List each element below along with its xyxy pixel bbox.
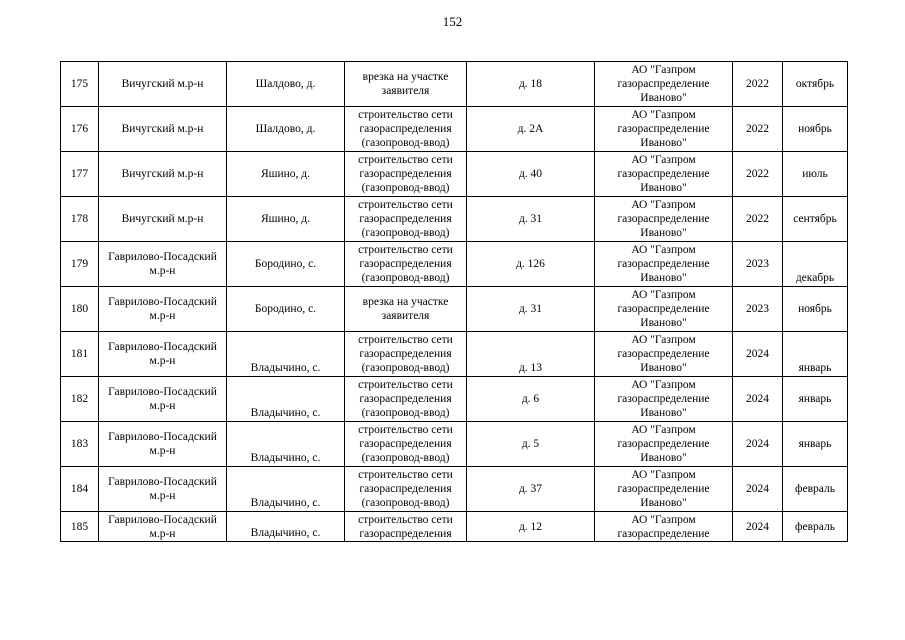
house-cell: д. 6 — [467, 377, 595, 422]
table-row — [61, 467, 848, 512]
work-type-cell: строительство сети газораспределения (газопровод-ввод) — [345, 197, 467, 242]
work-type-cell: строительство сети газораспределения (газопровод-ввод) — [345, 152, 467, 197]
row-number-cell: 180 — [61, 287, 99, 332]
table-row — [61, 152, 848, 197]
table-row — [61, 242, 848, 287]
organization-cell: АО "Газпром газораспределение Иваново" — [595, 242, 733, 287]
house-cell: д. 126 — [467, 242, 595, 287]
house-cell: д. 31 — [467, 287, 595, 332]
work-type-cell: строительство сети газораспределения (газопровод-ввод) — [345, 242, 467, 287]
organization-cell: АО "Газпром газораспределение Иваново" — [595, 62, 733, 107]
settlement-cell: Владычино, с. — [227, 467, 345, 512]
table-row — [61, 287, 848, 332]
organization-cell: АО "Газпром газораспределение Иваново" — [595, 287, 733, 332]
house-cell: д. 40 — [467, 152, 595, 197]
house-cell: д. 37 — [467, 467, 595, 512]
month-cell: октябрь — [783, 62, 848, 107]
house-cell: д. 31 — [467, 197, 595, 242]
year-cell: 2024 — [733, 512, 783, 542]
year-cell: 2022 — [733, 62, 783, 107]
house-cell: д. 2А — [467, 107, 595, 152]
row-number-cell: 184 — [61, 467, 99, 512]
row-number-cell: 176 — [61, 107, 99, 152]
month-cell: ноябрь — [783, 107, 848, 152]
district-cell: Вичугский м.р-н — [99, 152, 227, 197]
table-row — [61, 512, 848, 542]
house-cell: д. 18 — [467, 62, 595, 107]
organization-cell: АО "Газпром газораспределение Иваново" — [595, 152, 733, 197]
settlement-cell: Владычино, с. — [227, 422, 345, 467]
year-cell: 2023 — [733, 242, 783, 287]
work-type-cell: врезка на участке заявителя — [345, 62, 467, 107]
month-cell: ноябрь — [783, 287, 848, 332]
organization-cell: АО "Газпром газораспределение Иваново" — [595, 197, 733, 242]
organization-cell: АО "Газпром газораспределение Иваново" — [595, 107, 733, 152]
year-cell: 2024 — [733, 467, 783, 512]
year-cell: 2024 — [733, 422, 783, 467]
settlement-cell: Владычино, с. — [227, 512, 345, 542]
district-cell: Вичугский м.р-н — [99, 62, 227, 107]
row-number-cell: 182 — [61, 377, 99, 422]
year-cell: 2022 — [733, 197, 783, 242]
month-cell: январь — [783, 377, 848, 422]
settlement-cell: Яшино, д. — [227, 197, 345, 242]
settlement-cell: Бородино, с. — [227, 287, 345, 332]
organization-cell: АО "Газпром газораспределение Иваново" — [595, 422, 733, 467]
year-cell: 2023 — [733, 287, 783, 332]
settlement-cell: Бородино, с. — [227, 242, 345, 287]
district-cell: Гаврилово-Посадский м.р-н — [99, 332, 227, 377]
year-cell: 2024 — [733, 332, 783, 377]
table-row — [61, 422, 848, 467]
work-type-cell: врезка на участке заявителя — [345, 287, 467, 332]
district-cell: Гаврилово-Посадский м.р-н — [99, 377, 227, 422]
table-row — [61, 107, 848, 152]
organization-cell: АО "Газпром газораспределение Иваново" — [595, 377, 733, 422]
gasification-table — [60, 61, 848, 542]
district-cell: Гаврилово-Посадский м.р-н — [99, 287, 227, 332]
row-number-cell: 177 — [61, 152, 99, 197]
district-cell: Гаврилово-Посадский м.р-н — [99, 467, 227, 512]
settlement-cell: Шалдово, д. — [227, 62, 345, 107]
table-row — [61, 332, 848, 377]
table-row — [61, 377, 848, 422]
house-cell: д. 13 — [467, 332, 595, 377]
row-number-cell: 178 — [61, 197, 99, 242]
row-number-cell: 183 — [61, 422, 99, 467]
house-cell: д. 5 — [467, 422, 595, 467]
settlement-cell: Яшино, д. — [227, 152, 345, 197]
organization-cell: АО "Газпром газораспределение — [595, 512, 733, 542]
work-type-cell: строительство сети газораспределения (газопровод-ввод) — [345, 332, 467, 377]
month-cell: январь — [783, 422, 848, 467]
district-cell: Вичугский м.р-н — [99, 197, 227, 242]
district-cell: Гаврилово-Посадский м.р-н — [99, 422, 227, 467]
settlement-cell: Владычино, с. — [227, 332, 345, 377]
table-row — [61, 197, 848, 242]
row-number-cell: 179 — [61, 242, 99, 287]
page-number: 152 — [442, 14, 463, 29]
district-cell: Вичугский м.р-н — [99, 107, 227, 152]
settlement-cell: Шалдово, д. — [227, 107, 345, 152]
work-type-cell: строительство сети газораспределения (газопровод-ввод) — [345, 377, 467, 422]
table-row — [61, 62, 848, 107]
month-cell: январь — [783, 332, 848, 377]
year-cell: 2024 — [733, 377, 783, 422]
settlement-cell: Владычино, с. — [227, 377, 345, 422]
organization-cell: АО "Газпром газораспределение Иваново" — [595, 332, 733, 377]
work-type-cell: строительство сети газораспределения — [345, 512, 467, 542]
row-number-cell: 185 — [61, 512, 99, 542]
year-cell: 2022 — [733, 152, 783, 197]
month-cell: июль — [783, 152, 848, 197]
month-cell: сентябрь — [783, 197, 848, 242]
district-cell: Гаврилово-Посадский м.р-н — [99, 242, 227, 287]
month-cell: февраль — [783, 512, 848, 542]
work-type-cell: строительство сети газораспределения (газопровод-ввод) — [345, 467, 467, 512]
work-type-cell: строительство сети газораспределения (газопровод-ввод) — [345, 422, 467, 467]
house-cell: д. 12 — [467, 512, 595, 542]
work-type-cell: строительство сети газораспределения (газопровод-ввод) — [345, 107, 467, 152]
row-number-cell: 175 — [61, 62, 99, 107]
month-cell: декабрь — [783, 242, 848, 287]
district-cell: Гаврилово-Посадский м.р-н — [99, 512, 227, 542]
month-cell: февраль — [783, 467, 848, 512]
organization-cell: АО "Газпром газораспределение Иваново" — [595, 467, 733, 512]
year-cell: 2022 — [733, 107, 783, 152]
row-number-cell: 181 — [61, 332, 99, 377]
table-body — [61, 62, 848, 542]
